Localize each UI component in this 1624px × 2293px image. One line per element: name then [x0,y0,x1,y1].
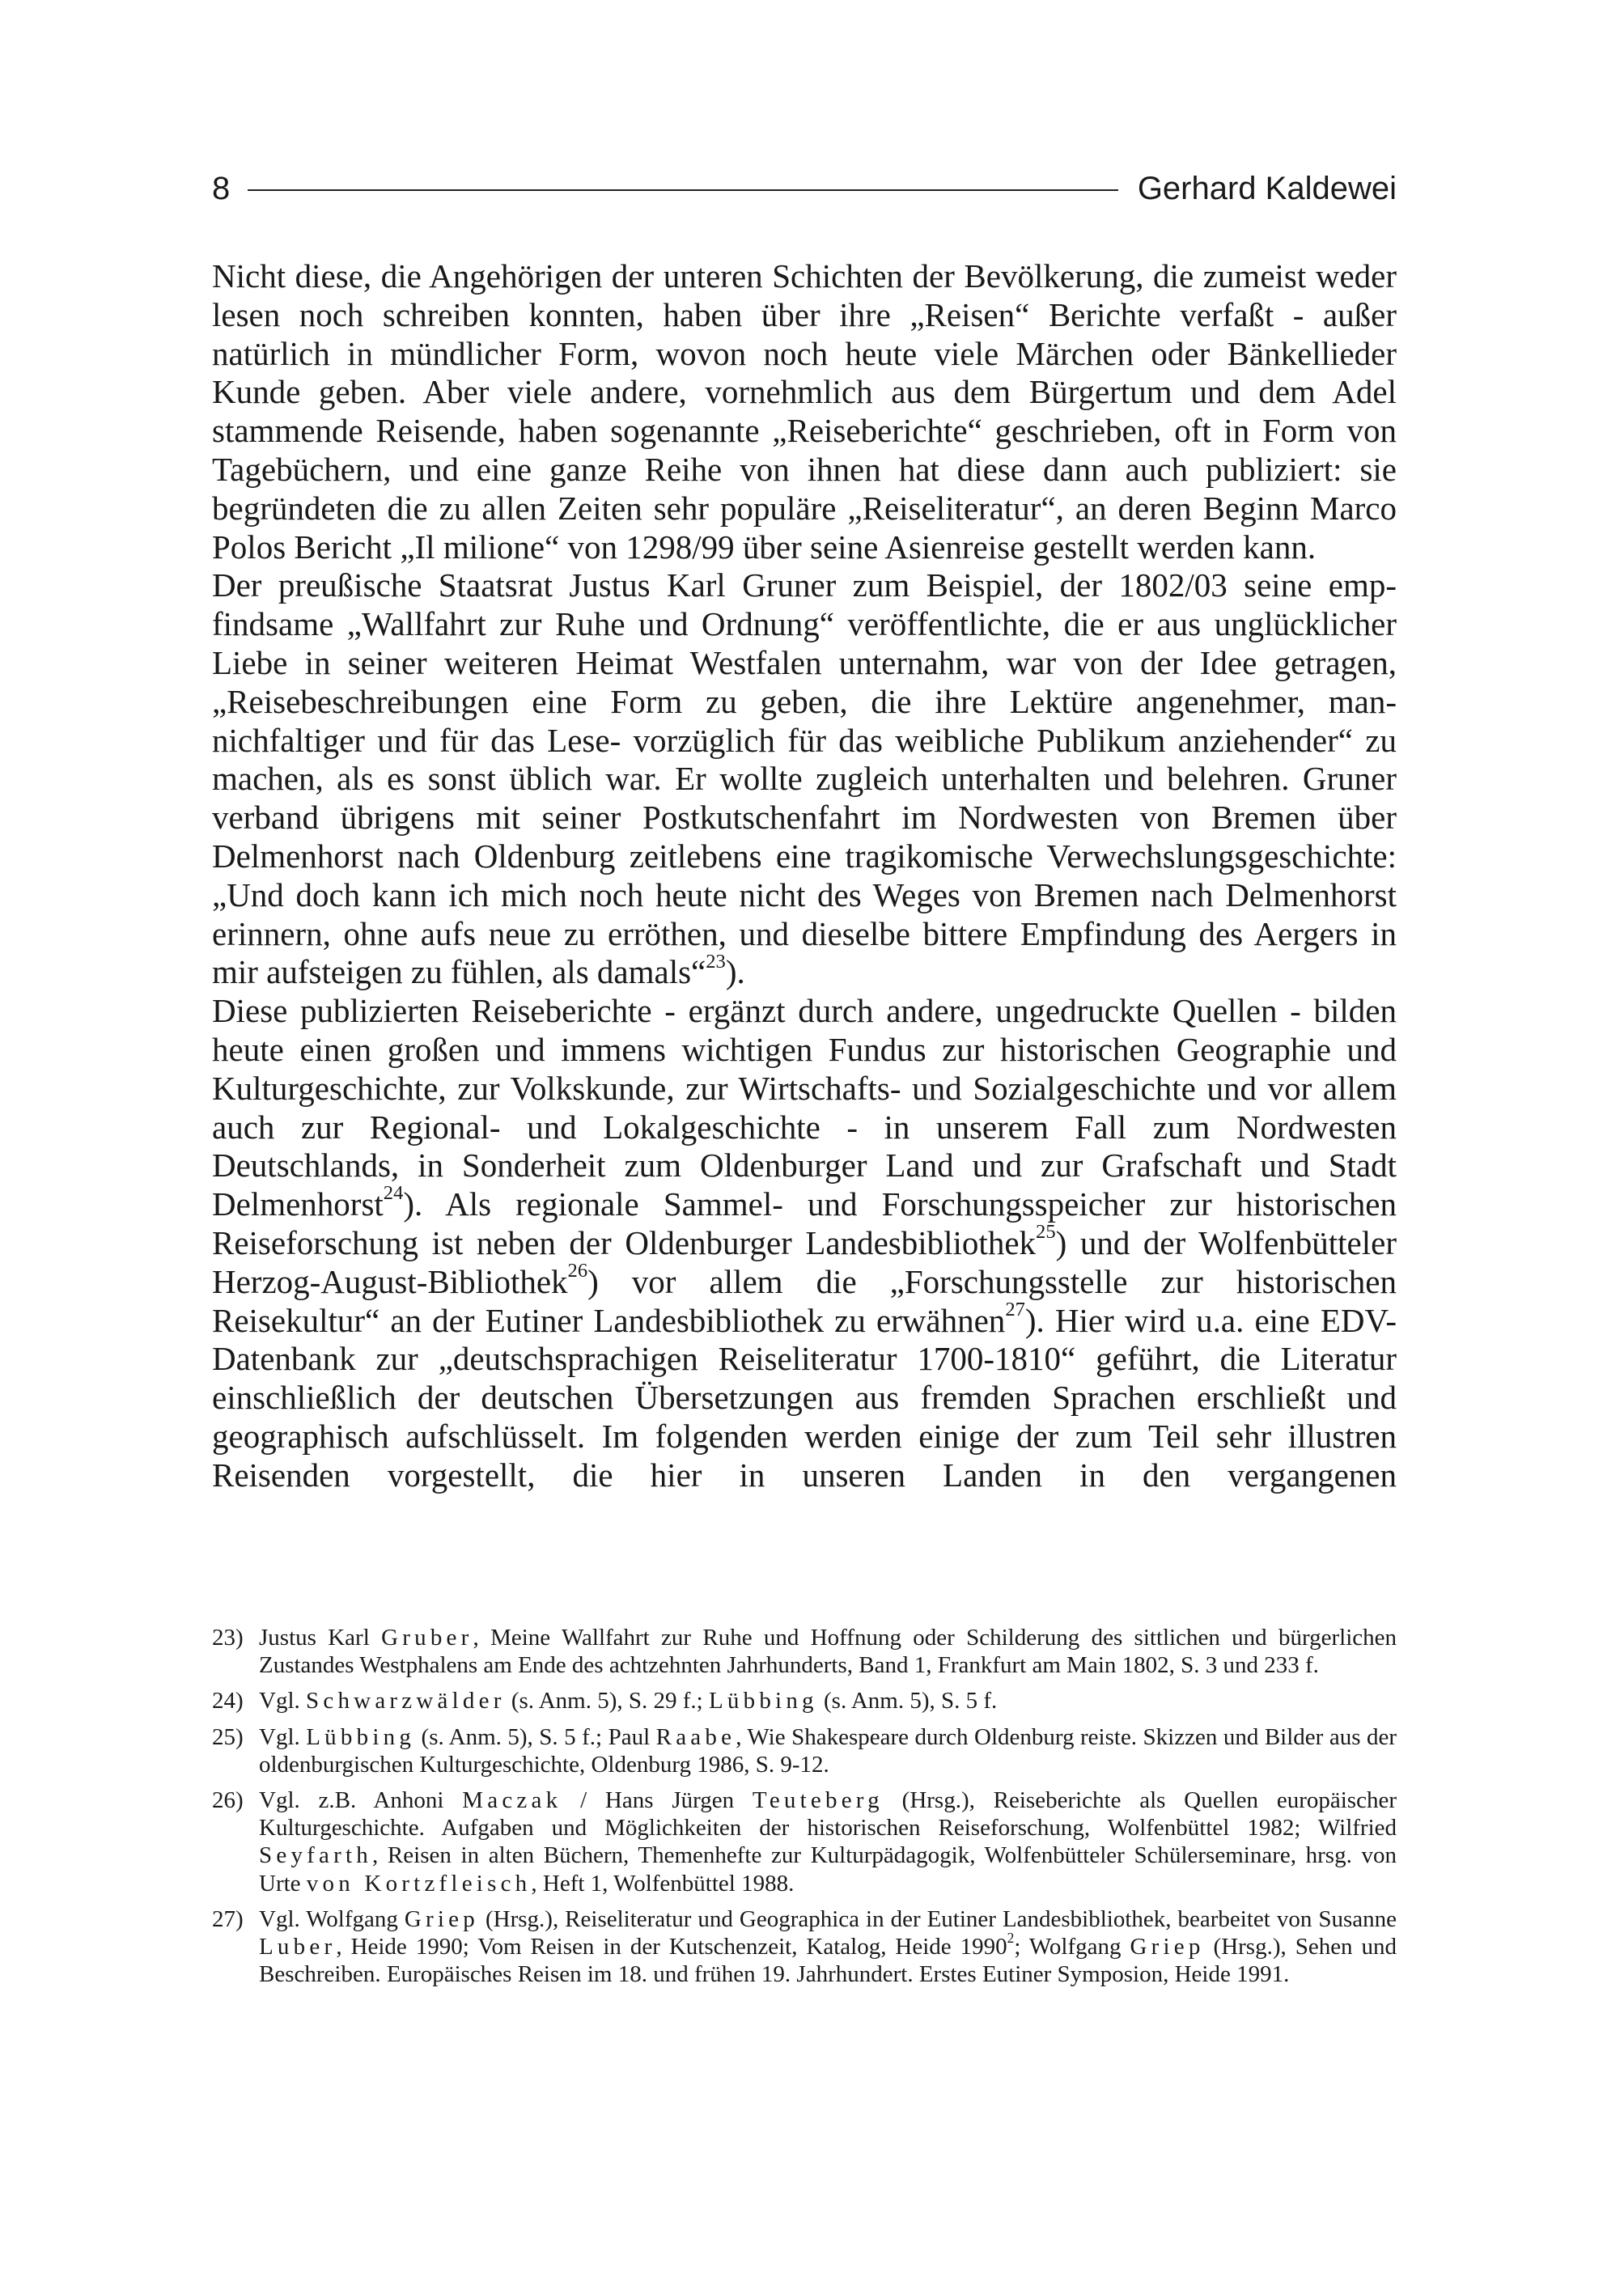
footnote-number: 25) [212,1723,244,1750]
author-name: von Kortzfleisch [306,1870,532,1897]
footnote-text-part: , Reisen in alten Büchern, Themenhefte zur Kulturpädagogik, Wolfenbütteler Schülerseminare, hrsg. von Urte [259,1842,1397,1897]
paragraph-3-part-e: ). Hier wird u.a. eine EDV-Datenbank zur „deutschsprachigen Reiseliteratur 1700-1810“ geführt, die Literatur einschließlich der deutschen Übersetzungen aus fremden Sprachen erschließt und geographisch aufschlüsselt. Im folgenden werden einige der zum Teil sehr illustren Reisenden vorgestellt, die hier in unseren Landen in den vergangenen [212,1301,1397,1494]
footnote-text-part: , Heft 1, Wolfenbüttel 1988. [531,1870,795,1897]
footnote-number: 27) [212,1905,244,1932]
footnote-27 [212,1905,1397,1989]
footnote-text-part: , Meine Wallfahrt zur Ruhe und Hoffnung oder Schilderung des sittlichen und bürgerlichen Zustandes Westphalens am Ende des achtzehnten Jahrhunderts, Band 1, Frankfurt am Main 1802, S. 3 und 233 f. [259,1625,1397,1679]
footnote-26 [212,1787,1397,1897]
page-number: 8 [212,170,231,206]
footnote-text-part: (s. Anm. 5), S. 5 f. [817,1688,998,1714]
body-text [212,257,1397,1495]
footnote-number: 26) [212,1787,244,1814]
paragraph-3 [212,992,1397,1494]
footnote-ref-23[interactable]: 23 [706,950,726,973]
paragraph-2-end: ). [725,953,745,991]
paragraph-3-part-d: ) vor allem die „Forschungsstelle zur historischen Reisekultur“ an der Eutiner Landesbibliothek zu erwähnen [212,1262,1397,1339]
footnote-number: 24) [212,1688,244,1714]
author-name: Maczak [462,1787,562,1814]
footnote-text-part: (Hrsg.), Reiseliteratur und Geographica in der Eutiner Landesbibliothek, bearbeitet von Susanne [479,1905,1397,1932]
footnote-text-part: (s. Anm. 5), S. 5 f.; Paul [415,1723,656,1750]
footnote-text-part: Vgl. [259,1688,306,1714]
author-name: Griep [1130,1934,1205,1960]
author-name: Teuteberg [752,1787,884,1814]
footnote-23 [212,1624,1397,1679]
footnote-text-part: (s. Anm. 5), S. 29 f.; [505,1688,709,1714]
footnote-text-part: / Hans Jürgen [562,1787,753,1814]
page-header [212,164,1397,213]
footnote-text-part: ; Wolfgang [1014,1934,1130,1960]
author-name: Seyfarth [259,1842,373,1869]
footnote-25 [212,1723,1397,1778]
author-name: Gruber [381,1625,473,1651]
edition-superscript: 2 [1007,1930,1015,1947]
running-head-author: Gerhard Kaldewei [1137,170,1397,206]
paragraph-3-part-c: ) und der Wolfenbütteler Herzog-August-Bibliothek [212,1223,1397,1300]
footnote-ref-26[interactable]: 26 [567,1260,588,1282]
footnote-text [259,1687,1397,1714]
author-name: Griep [404,1905,479,1932]
footnote-ref-27[interactable]: 27 [1005,1298,1025,1320]
paragraph-1: Nicht diese, die Angehörigen der unteren Schichten der Bevölkerung, die zumeist weder lesen noch schreiben konnten, haben über ihre „Reisen“ Berichte verfaßt - außer natürlich in mündlicher Form, wovon noch heute viele Märchen oder Bänkellieder Kunde geben. Aber viele andere, vornehmlich aus dem Bürgertum und dem Adel stammende Reisende, haben sogenannte „Reiseberichte“ geschrieben, oft in Form von Tagebüchern, und eine ganze Reihe von ihnen hat diese dann auch publiziert: sie begründeten die zu allen Zeiten sehr populäre „Reiseliteratur“, an deren Beginn Marco Polos Bericht „Il milione“ von 1298/99 über seine Asienreise gestellt werden kann. [212,257,1397,566]
author-name: Luber [259,1934,337,1960]
footnote-text-part: (Hrsg.), Sehen und Beschreiben. Europäisches Reisen im 18. und frühen 19. Jahrhundert. Erstes Eutiner Symposion, Heide 1991. [259,1934,1397,1988]
footnote-text-part: (Hrsg.), Reiseberichte als Quellen europäischer Kulturgeschichte. Aufgaben und Möglichkeiten der historischen Reiseforschung, Wolfenbüttel 1982; Wilfried [259,1787,1397,1842]
author-name: Schwarzwälder [306,1688,506,1714]
author-name: Raabe [655,1723,736,1750]
footnote-text [259,1723,1397,1778]
footnote-24 [212,1687,1397,1714]
footnote-ref-24[interactable]: 24 [383,1182,404,1205]
footnote-number: 23) [212,1625,244,1651]
header-rule [248,189,1118,191]
author-name: Lübbing [306,1723,416,1750]
footnote-text-part: , Wie Shakespeare durch Oldenburg reiste. Skizzen und Bilder aus der oldenburgischen Kulturgeschichte, Oldenburg 1986, S. 9-12. [259,1723,1397,1778]
footnotes [212,1624,1397,1996]
footnote-text-part: , Heide 1990; Vom Reisen in der Kutschenzeit, Katalog, Heide 1990 [336,1934,1007,1960]
paragraph-3-part-b: ). Als regionale Sammel- und Forschungsspeicher zur historischen Reiseforschung ist neben der Oldenburger Landesbibliothek [212,1185,1397,1261]
footnote-text-part: Justus Karl [259,1625,382,1651]
footnote-text-part: Vgl. [259,1723,307,1750]
paragraph-3-part-a: Diese publizierten Reiseberichte - ergänzt durch andere, ungedruckte Quellen - bilden heute einen großen und immens wichtigen Fundus zur historischen Geographie und Kulturgeschichte, zur Volkskunde, zur Wirtschafts- und Sozialgeschichte und vor allem auch zur Regional- und Lokalgeschichte - in unserem Fall zum Nordwesten Deutschlands, in Sonderheit zum Oldenburger Land und zur Grafschaft und Stadt Delmenhorst [212,992,1397,1223]
footnote-text-part: Vgl. z.B. Anhoni [259,1787,463,1814]
footnote-ref-25[interactable]: 25 [1036,1221,1056,1244]
footnote-text [259,1905,1397,1989]
footnote-text-part: Vgl. Wolfgang [259,1905,405,1932]
footnote-text [259,1624,1397,1679]
author-name: Lübbing [708,1688,818,1714]
paragraph-2 [212,566,1397,992]
footnote-text [259,1787,1397,1897]
paragraph-2-text: Der preußische Staatsrat Justus Karl Gruner zum Beispiel, der 1802/03 seine empfindsame „Wallfahrt zur Ruhe und Ordnung“ veröffentlichte, die er aus unglücklicher Liebe in seiner weiteren Heimat Westfalen unternahm, war von der Idee getragen, „Reisebeschreibungen eine Form zu geben, die ihre Lektüre angenehmer, mannichfaltiger und für das Lese- vorzüglich für das weibliche Publikum anziehender“ zu machen, als es sonst üblich war. Er wollte zugleich unterhalten und belehren. Gruner verband übrigens mit seiner Postkutschenfahrt im Nordwesten von Bremen über Delmenhorst nach Oldenburg zeitlebens eine tragikomische Verwechslungsgeschichte: „Und doch kann ich mich noch heute nicht des Weges von Bremen nach Delmenhorst erinnern, ohne aufs neue zu erröthen, und dieselbe bittere Empfindung des Aergers in mir aufsteigen zu fühlen, als damals“ [212,566,1397,991]
